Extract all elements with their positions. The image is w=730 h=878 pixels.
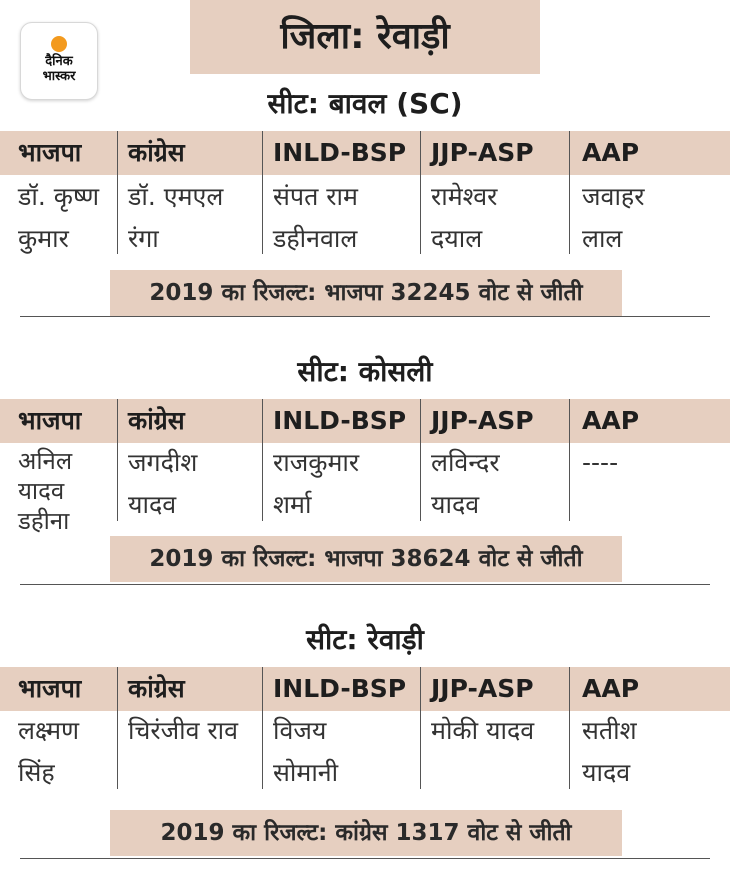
result-banner: 2019 का रिजल्ट: भाजपा 32245 वोट से जीती [110,270,622,316]
candidate-name: जवाहर लाल [582,182,645,253]
seat-title: सीट: बावल (SC) [267,87,463,120]
seat-title: सीट: कोसली [297,355,433,388]
column-divider [569,131,570,254]
party-header: JJP-ASP [431,674,534,703]
candidate-name: सतीश यादव [582,716,637,787]
section-divider [20,584,710,585]
party-header: JJP-ASP [431,138,534,167]
candidate-name: डॉ. कृष्ण कुमार [18,182,100,253]
party-header: कांग्रेस [128,406,185,435]
candidate-name: ---- [582,448,619,477]
result-banner: 2019 का रिजल्ट: भाजपा 38624 वोट से जीती [110,536,622,582]
party-header: INLD-BSP [273,138,407,167]
candidate-name: राजकुमार शर्मा [273,448,360,519]
party-header: AAP [582,674,640,703]
candidate-name: अनिल यादव डहीना [18,447,73,535]
candidate-name: रामेश्वर दयाल [431,182,498,253]
candidate-name: विजय सोमानी [273,716,339,787]
party-header-row [0,131,730,175]
logo-text: दैनिक भास्कर [42,54,76,84]
party-header: भाजपा [18,674,82,703]
district-title: जिला: रेवाड़ी [190,0,540,74]
party-header: JJP-ASP [431,406,534,435]
party-header: INLD-BSP [273,406,407,435]
party-header: INLD-BSP [273,674,407,703]
candidate-name: चिरंजीव राव [128,716,239,745]
candidate-name: लविन्दर यादव [431,448,500,519]
party-header: कांग्रेस [128,138,185,167]
column-divider [569,399,570,521]
party-header: भाजपा [18,138,82,167]
sun-icon [51,36,67,52]
candidate-name: संपत राम डहीनवाल [273,182,358,253]
party-header: कांग्रेस [128,674,185,703]
party-header-row [0,667,730,711]
party-header: भाजपा [18,406,82,435]
section-divider [20,858,710,859]
candidate-name: जगदीश यादव [128,448,198,519]
result-banner: 2019 का रिजल्ट: कांग्रेस 1317 वोट से जीती [110,810,622,856]
candidate-name: मोकी यादव [431,716,535,745]
party-header: AAP [582,138,640,167]
section-divider [20,316,710,317]
party-header: AAP [582,406,640,435]
column-divider [569,667,570,789]
candidate-name: लक्ष्मण सिंह [18,716,80,787]
candidate-name: डॉ. एमएल रंगा [128,182,224,253]
seat-title: सीट: रेवाड़ी [306,623,424,656]
party-header-row [0,399,730,443]
